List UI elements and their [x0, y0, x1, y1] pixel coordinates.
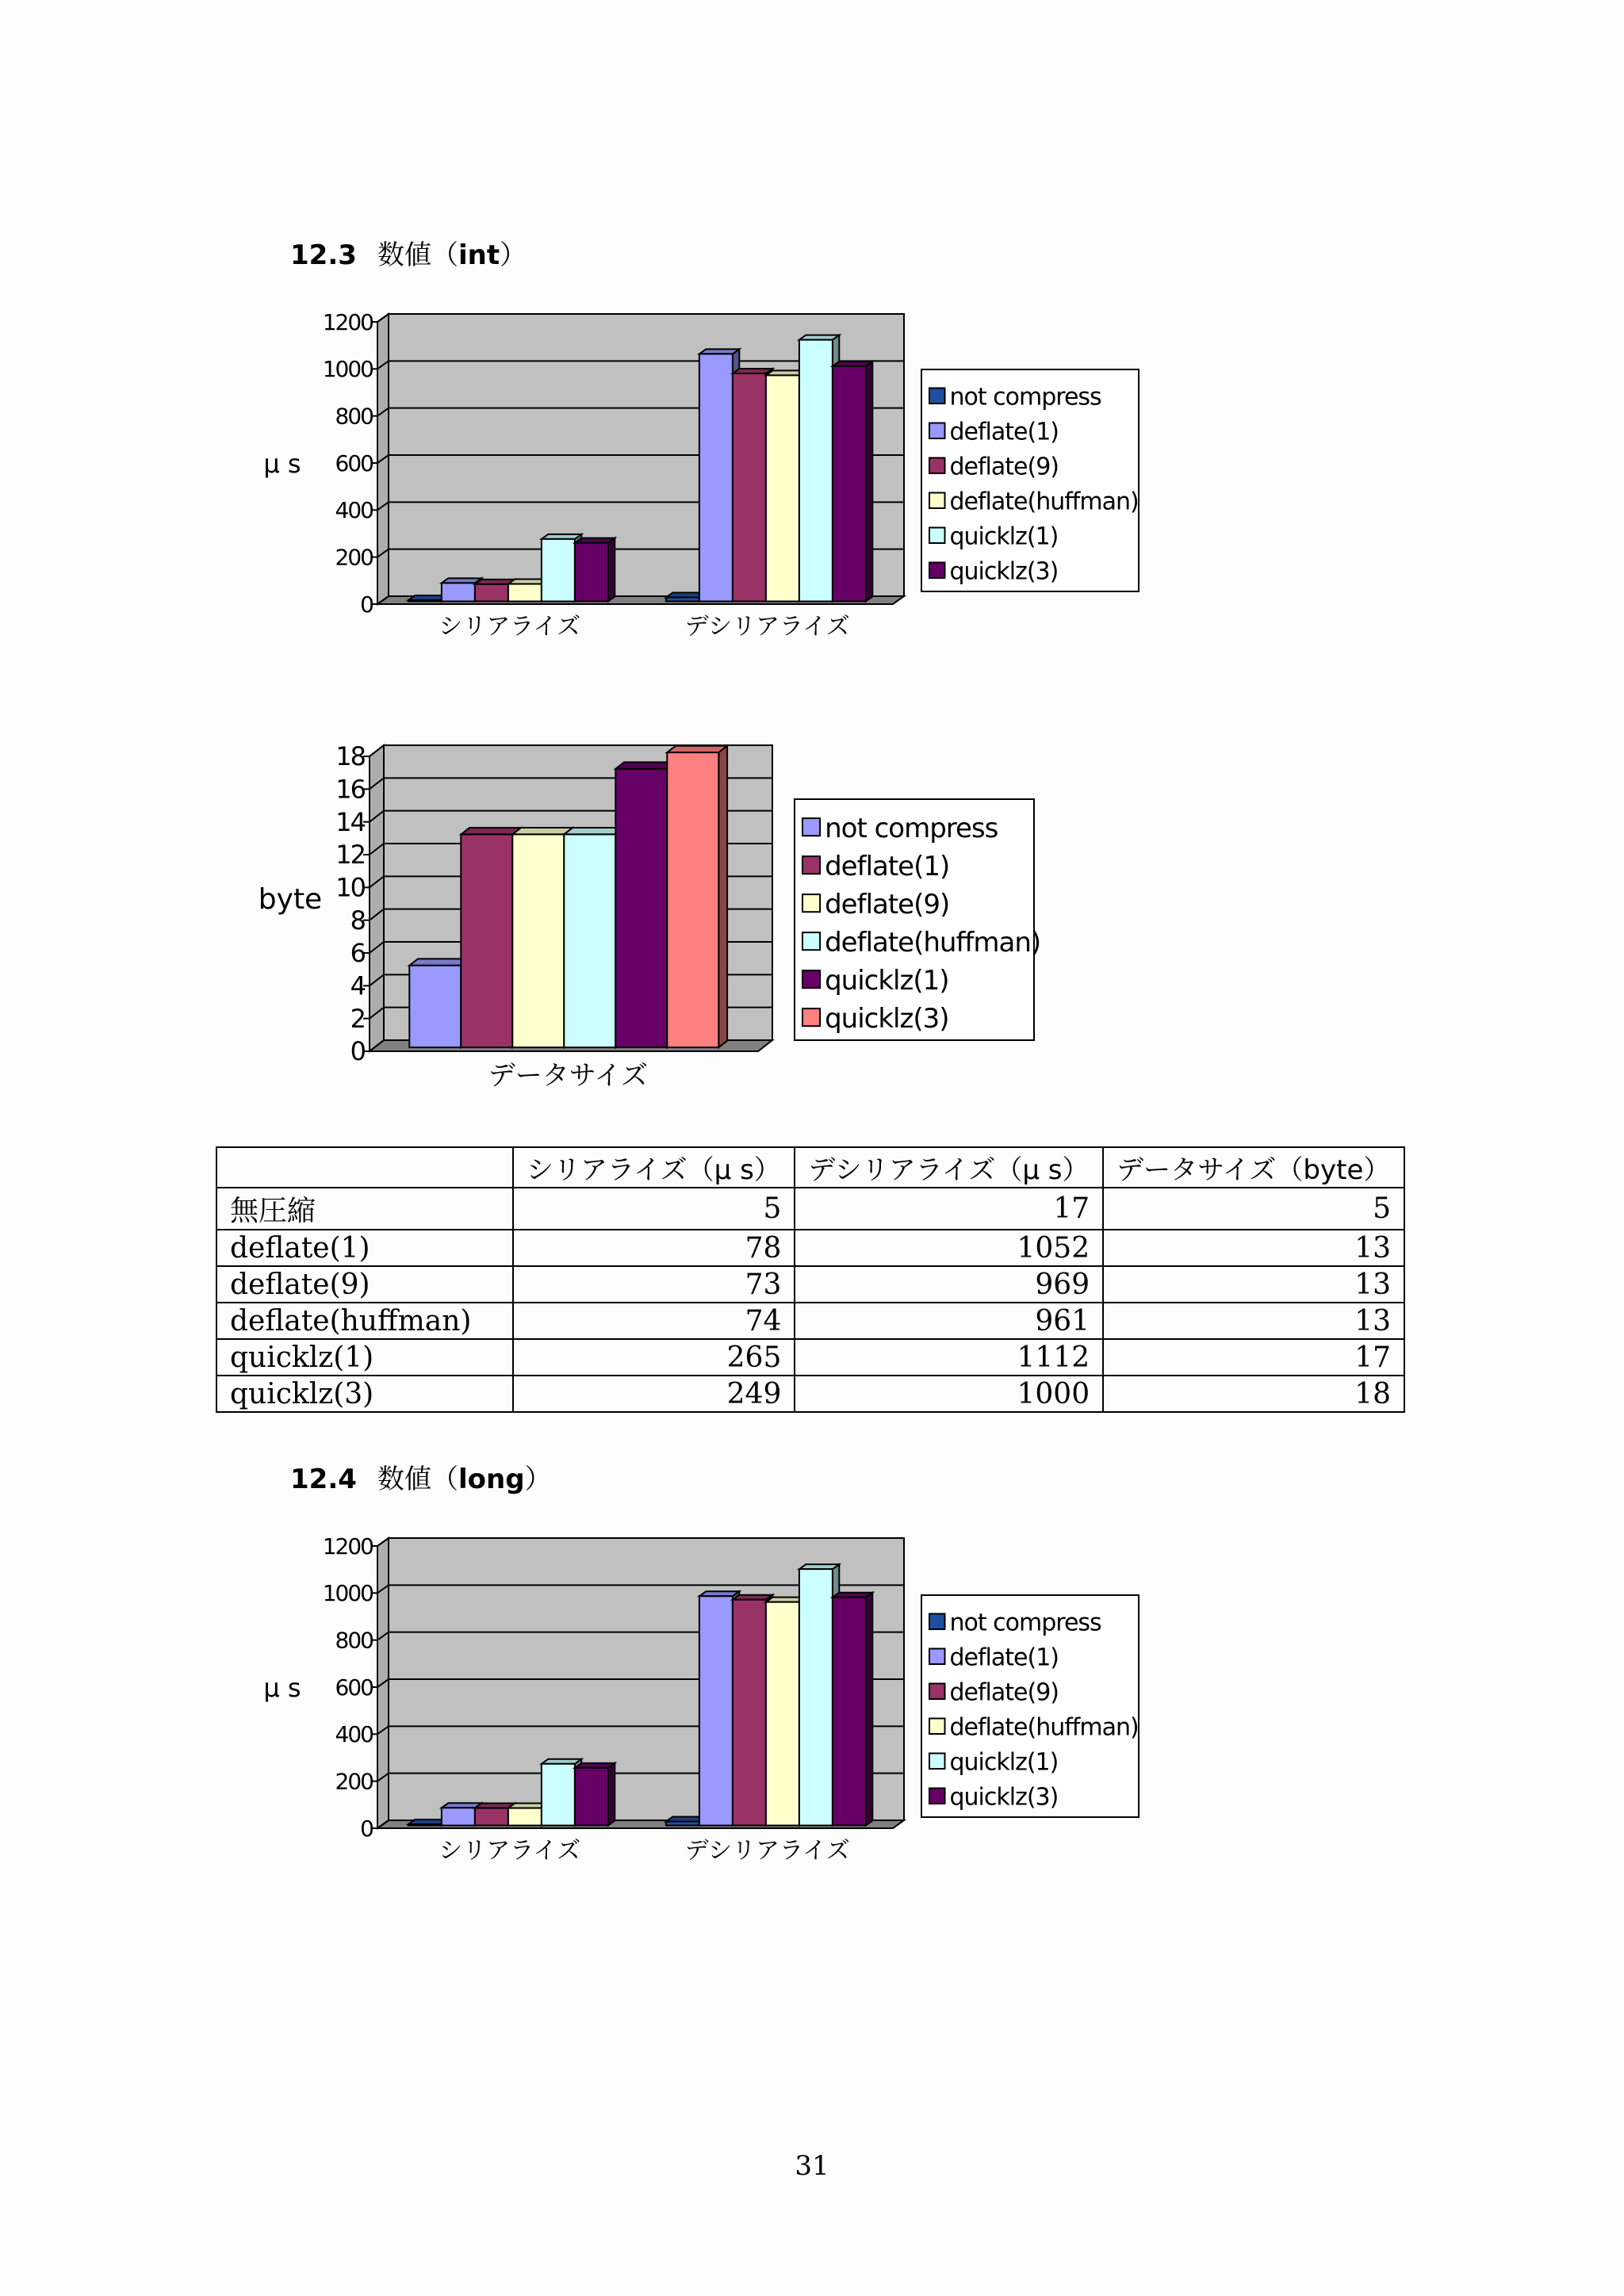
row-label: 無圧縮: [216, 1188, 513, 1230]
y-tick-label: 4: [350, 970, 365, 1001]
bar: [733, 1600, 766, 1826]
page-number: 31: [795, 2150, 829, 2182]
legend-entry: deflate(huffman): [949, 488, 1139, 516]
y-tick-label: 16: [335, 774, 365, 805]
legend-entry: deflate(1): [825, 850, 950, 882]
y-tick-label: 18: [335, 741, 365, 772]
cell-deserialize: 1052: [795, 1230, 1103, 1266]
cell-serialize: 5: [513, 1188, 795, 1230]
legend-entry: deflate(9): [949, 453, 1059, 481]
section-number: 12.4: [290, 1464, 357, 1495]
x-tick-label: シリアライズ: [439, 613, 581, 641]
row-label: quicklz(1): [216, 1339, 513, 1376]
y-tick-label: 1000: [322, 1580, 373, 1607]
legend-entry: deflate(huffman): [949, 1713, 1139, 1742]
y-axis-label: byte: [258, 883, 323, 916]
cell-datasize: 17: [1103, 1339, 1404, 1376]
bar: [666, 1821, 699, 1825]
y-tick-label: 0: [350, 1036, 365, 1067]
bar: [408, 1824, 442, 1825]
legend-swatch: [929, 1789, 945, 1804]
cell-deserialize: 17: [795, 1188, 1103, 1230]
cell-datasize: 13: [1103, 1266, 1404, 1303]
x-tick-label: デシリアライズ: [684, 613, 850, 641]
y-tick-label: 600: [335, 1674, 373, 1701]
section-title: 数値（int）: [377, 239, 527, 271]
bar: [699, 1596, 733, 1825]
cell-datasize: 5: [1103, 1188, 1404, 1230]
row-label: deflate(huffman): [216, 1303, 513, 1339]
section-number: 12.3: [290, 239, 357, 271]
legend-swatch: [929, 1719, 945, 1735]
legend-entry: not compress: [949, 1609, 1101, 1637]
cell-datasize: 18: [1103, 1376, 1404, 1412]
y-tick-label: 600: [335, 450, 373, 476]
cell-serialize: 74: [513, 1303, 795, 1339]
cell-serialize: 249: [513, 1376, 795, 1412]
legend-entry: quicklz(3): [949, 1783, 1059, 1812]
y-tick-label: 12: [335, 840, 365, 871]
y-tick-label: 200: [335, 1768, 373, 1795]
bar: [799, 1569, 833, 1825]
cell-serialize: 73: [513, 1266, 795, 1303]
legend-swatch: [929, 1649, 945, 1665]
x-tick-label: データサイズ: [488, 1060, 649, 1092]
cell-deserialize: 969: [795, 1266, 1103, 1303]
table-header-cell: シリアライズ（μ s）: [513, 1147, 795, 1188]
cell-deserialize: 961: [795, 1303, 1103, 1339]
bar: [766, 1602, 799, 1826]
bar: [833, 1598, 866, 1826]
cell-datasize: 13: [1103, 1303, 1404, 1339]
y-tick-label: 1200: [322, 1533, 373, 1559]
legend-entry: quicklz(1): [949, 1748, 1059, 1777]
y-tick-label: 800: [335, 1627, 373, 1654]
y-tick-label: 1000: [322, 356, 373, 383]
bar: [475, 1808, 508, 1826]
y-tick-label: 2: [350, 1003, 365, 1034]
y-tick-label: 400: [335, 497, 373, 524]
y-tick-label: 14: [335, 806, 365, 837]
legend-entry: deflate(9): [825, 888, 950, 920]
cell-serialize: 78: [513, 1230, 795, 1266]
legend-swatch: [929, 1684, 945, 1700]
legend-entry: deflate(1): [949, 1644, 1059, 1672]
bar: [575, 1768, 608, 1826]
legend-entry: quicklz(1): [825, 964, 949, 997]
bar: [542, 1764, 575, 1826]
table-header-cell: データサイズ（byte）: [1103, 1147, 1404, 1188]
y-tick-label: 1200: [322, 308, 373, 335]
row-label: deflate(1): [216, 1230, 513, 1266]
cell-deserialize: 1112: [795, 1339, 1103, 1376]
cell-datasize: 13: [1103, 1230, 1404, 1266]
bar-side: [608, 1763, 615, 1826]
legend-entry: quicklz(1): [949, 522, 1059, 551]
cell-serialize: 265: [513, 1339, 795, 1376]
x-tick-label: デシリアライズ: [684, 1837, 850, 1865]
x-tick-label: シリアライズ: [439, 1837, 581, 1865]
legend-entry: quicklz(3): [825, 1002, 949, 1035]
legend-entry: not compress: [825, 812, 998, 844]
legend-entry: not compress: [949, 383, 1101, 411]
row-label: deflate(9): [216, 1266, 513, 1303]
table-header-cell: デシリアライズ（μ s）: [795, 1147, 1103, 1188]
cell-deserialize: 1000: [795, 1376, 1103, 1412]
y-tick-label: 10: [335, 872, 365, 903]
y-axis-label: μ s: [263, 449, 301, 479]
legend-swatch: [929, 1614, 945, 1630]
bar: [508, 1808, 542, 1826]
legend-entry: deflate(9): [949, 1678, 1059, 1707]
y-tick-label: 8: [350, 905, 365, 936]
row-label: quicklz(3): [216, 1376, 513, 1412]
legend-swatch: [929, 1754, 945, 1770]
legend-entry: deflate(1): [949, 418, 1059, 446]
section-title: 数値（long）: [377, 1464, 552, 1495]
bar-side: [866, 1593, 872, 1826]
bar: [442, 1808, 475, 1825]
y-axis-label: μ s: [263, 1673, 301, 1703]
legend-entry: deflate(huffman): [825, 926, 1041, 959]
y-tick-label: 400: [335, 1721, 373, 1748]
y-tick-label: 200: [335, 544, 373, 571]
y-tick-label: 800: [335, 403, 373, 430]
legend-entry: quicklz(3): [949, 557, 1059, 586]
y-tick-label: 0: [360, 591, 373, 618]
y-tick-label: 6: [350, 938, 365, 969]
y-tick-label: 0: [360, 1815, 373, 1842]
